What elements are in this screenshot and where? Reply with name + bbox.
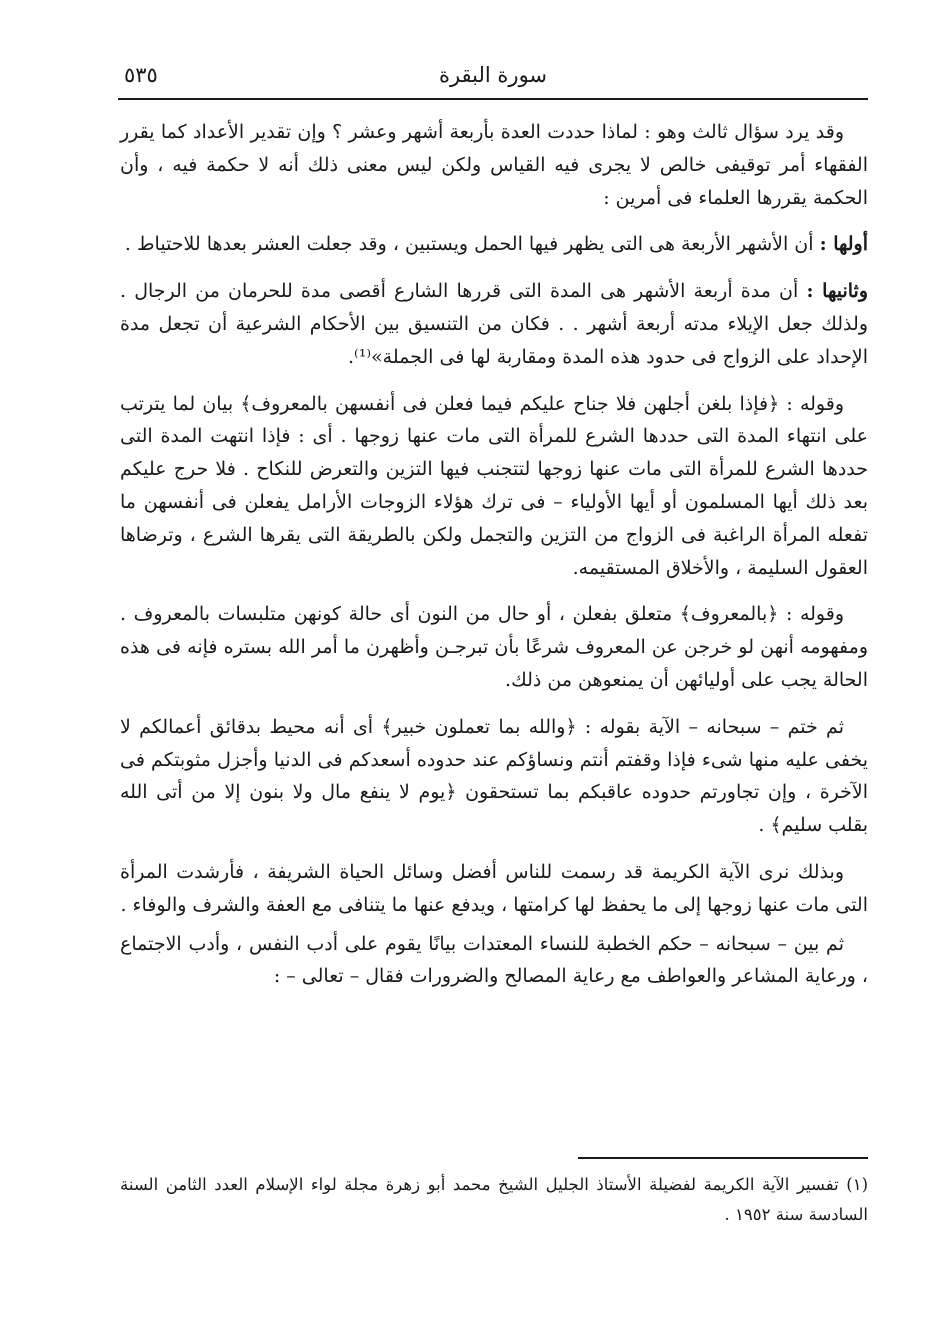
paragraph-text: أن الأشهر الأربعة هى التى يظهر فيها الحمل ويستبين ، وقد جعلت العشر بعدها للاحتياط . [124,233,820,256]
footnote-divider [578,1157,868,1159]
footnote [120,1170,868,1230]
page-header [118,58,868,98]
paragraph-transition [120,928,868,994]
header-divider [118,98,868,100]
paragraph-text: وبذلك نرى الآية الكريمة قد رسمت للناس أفضل وسائل الحياة الشريفة ، فأرشدت المرأة التى مات عنها زوجها إلى ما يحفظ لها كرامتها ، ويدفع عنها ما يتنافى مع العفة والشرف والوفاء . [120,860,868,916]
paragraph-text: وقد يرد سؤال ثالث وهو : لماذا حددت العدة بأربعة أشهر وعشر ؟ وإن تقدير الأعداد كما يقرر الفقهاء أمر توقيفى خالص لا يجرى فيه القياس ولكن ليس معنى ذلك أنه لا حكمة فيه ، وأن الحكمة يقررها العلماء فى أمرين : [120,121,868,209]
paragraph-text: ثم ختم – سبحانه – الآية بقوله : ﴿والله بما تعملون خبير﴾ أى أنه محيط بدقائق أعمالكم لا يخفى عليه منها شىء فإذا وقفتم أنتم ونساؤكم عند حدوده أسعدكم فى الدنيا وأجزل مثوبتكم فى الآخرة ، وإن تجاورتم حدوده عاقبكم بما تستحقون ﴿يوم لا ينفع مال ولا بنون إلا من أتى الله بقلب سليم﴾ . [120,715,868,837]
paragraph-text: ثم بين – سبحانه – حكم الخطبة للنساء المعتدات بيانًا يقوم على أدب النفس ، وأدب الاجتماع ، ورعاية المشاعر والعواطف مع رعاية المصالح والضرورات فقال – تعالى – : [120,932,868,988]
paragraph-lead: وثانيها : [806,280,868,303]
paragraph-verse-explanation [120,388,868,585]
footnote-text: (١) تفسير الآية الكريمة لفضيلة الأستاذ الجليل الشيخ محمد أبو زهرة مجلة لواء الإسلام العدد الثامن السنة السادسة سنة ١٩٥٢ . [120,1175,868,1224]
paragraph-text: وقوله : ﴿فإذا بلغن أجلهن فلا جناح عليكم فيما فعلن فى أنفسهن بالمعروف﴾ بيان لما يترتب على انتهاء المدة التى حددها الشرع للمرأة التى مات عنها زوجها . أى : فإذا انتهت المدة التى حددها الشرع للمرأة التى مات عنها زوجها لتتجنب فيها التزين والتعرض للنكاح . فلا حرج عليكم بعد ذلك أيها المسلمون أو أيها الأولياء – فى ترك هؤلاء الزوجات الأرامل يفعلن فى أنفسهن ما تفعله المرأة الراغبة فى الزواج من التزين والتجمل ولكن بالطريقة التى يقرها الشرع ، وترضاها العقول السليمة ، والأخلاق المستقيمه. [120,392,868,579]
paragraph-text: أن مدة أربعة الأشهر هى المدة التى قررها الشارع أقصى مدة للحرمان من الرجال . ولذلك جعل الإيلاء مدته أربعة أشهر . . فكان من التنسيق بين الأحكام الشرعية أن تجعل مدة الإحداد على الزواج فى حدود هذه المدة ومقاربة لها فى الجملة»⁽¹⁾. [120,280,868,368]
paragraph-summary [120,856,868,922]
paragraph-conclusion-verse [120,711,868,842]
paragraph-text: وقوله : ﴿بالمعروف﴾ متعلق بفعلن ، أو حال من النون أى حالة كونهن متلبسات بالمعروف . ومفهومه أنهن لو خرجن عن المعروف شرعًا بأن تبرجـن وأظهرن ما أمر الله بستره فإنه فى هذه الحالة يجب على أوليائهن أن يمنعوهن من ذلك. [120,603,868,691]
paragraph-bilmaruf [120,598,868,696]
paragraph-question [120,116,868,214]
main-text [120,116,868,1007]
surah-title: سورة البقرة [438,63,548,87]
paragraph-lead: أولها : [819,233,868,256]
page-number: ٥٣٥ [124,63,158,87]
paragraph-first-reason [120,228,868,261]
paragraph-second-reason [120,275,868,373]
